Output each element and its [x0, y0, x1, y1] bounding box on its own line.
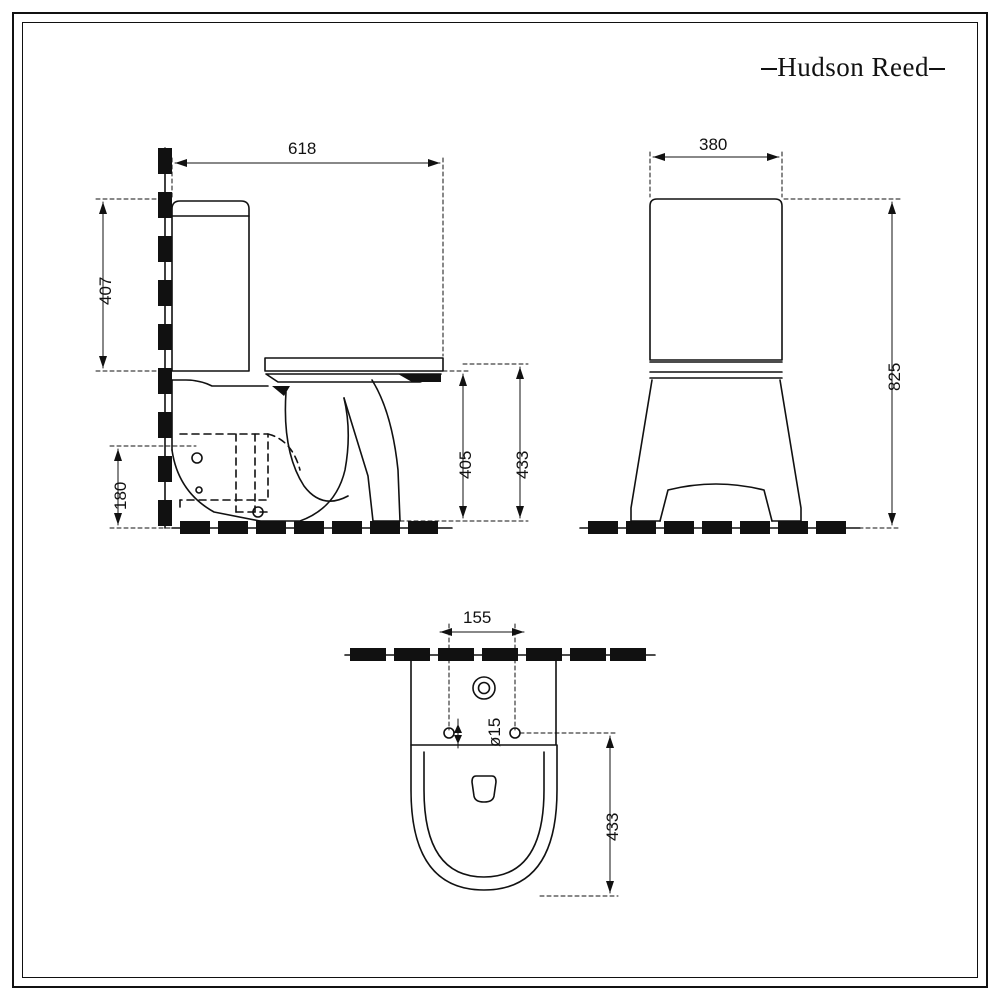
dim-label-618: 618 — [288, 139, 317, 158]
brand-name: Hudson Reed — [777, 52, 929, 82]
dim-label-433-plan: 433 — [603, 812, 622, 841]
plan-wall-line — [345, 648, 655, 661]
plan-seat-hole — [472, 776, 496, 802]
plan-flush-button — [473, 677, 495, 699]
dim-433-side — [463, 364, 528, 521]
side-cistern — [172, 201, 249, 371]
side-seat — [265, 358, 443, 396]
dim-618 — [172, 158, 443, 356]
plan-bowl-outline — [411, 745, 557, 890]
front-seat — [650, 362, 782, 378]
side-wall-line — [158, 148, 172, 528]
side-fixing-holes — [192, 453, 263, 517]
dim-label-diameter-15: ø15 — [485, 717, 504, 747]
side-bowl-inner — [285, 392, 348, 501]
dim-label-155: 155 — [463, 608, 492, 627]
dim-label-825: 825 — [885, 362, 904, 391]
dim-825 — [784, 199, 900, 528]
dim-label-407: 407 — [96, 276, 115, 305]
dim-diameter-15 — [454, 719, 462, 748]
front-cistern — [650, 199, 782, 360]
dim-label-433-side: 433 — [513, 450, 532, 479]
dim-label-180: 180 — [111, 481, 130, 510]
dim-405 — [400, 371, 470, 521]
plan-cistern-outline — [411, 661, 556, 745]
dim-380 — [650, 152, 782, 197]
front-pan — [631, 380, 801, 521]
dim-label-380: 380 — [699, 135, 728, 154]
side-floor-line — [172, 521, 452, 534]
dim-label-405: 405 — [456, 450, 475, 479]
